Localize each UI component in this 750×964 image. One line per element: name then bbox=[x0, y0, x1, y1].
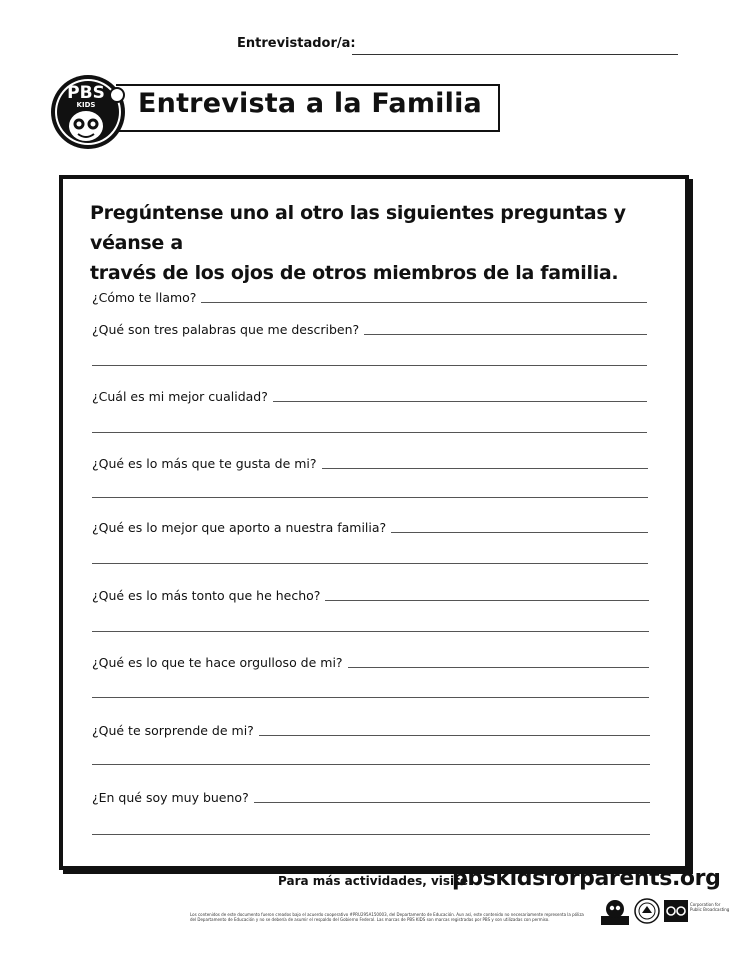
question-text: ¿Qué es lo mejor que aporto a nuestra familia? bbox=[92, 520, 387, 535]
logo-brand-bottom: KIDS bbox=[76, 101, 96, 109]
question-row[interactable] bbox=[92, 516, 648, 536]
answer-line[interactable] bbox=[92, 834, 650, 835]
cpb-label: Corporation for Public Broadcasting bbox=[690, 902, 730, 912]
answer-line[interactable] bbox=[92, 365, 647, 366]
answer-line[interactable] bbox=[348, 667, 649, 668]
question-row[interactable] bbox=[92, 651, 649, 671]
question-text: ¿Cuál es mi mejor cualidad? bbox=[92, 389, 268, 404]
question-text: ¿Qué son tres palabras que me describen? bbox=[92, 322, 360, 337]
panel-heading-line1: Pregúntense uno al otro las siguientes preguntas y véanse a bbox=[90, 202, 626, 254]
answer-line[interactable] bbox=[364, 334, 647, 335]
cpb-logo bbox=[664, 900, 688, 922]
answer-line[interactable] bbox=[201, 302, 647, 303]
interviewer-label: Entrevistador/a: bbox=[237, 36, 356, 51]
answer-line[interactable] bbox=[92, 631, 649, 632]
question-row[interactable] bbox=[92, 719, 650, 739]
fine-print: Los contenidos de este documento fueron creados bajo el acuerdo cooperativo #PRU295A150003, del Departamento de Educación. Aun así, este contenido no necesariamente representa la póliza del Departamento de Educación y no se debería de asumir el respaldo del Gobierno Federal. Las marcas de PBS KIDS son marcas registradas por PBS y son utilizadas con permiso. bbox=[190, 912, 584, 922]
dept-education-seal-icon bbox=[634, 898, 660, 924]
question-text: ¿Cómo te llamo? bbox=[92, 290, 197, 305]
answer-line[interactable] bbox=[254, 802, 650, 803]
question-text: ¿Qué es lo más que te gusta de mi? bbox=[92, 456, 317, 471]
footer-url-link[interactable]: pbskidsforparents.org bbox=[452, 866, 721, 891]
question-row[interactable] bbox=[92, 286, 647, 306]
panel-heading bbox=[90, 198, 680, 288]
question-text: ¿Qué es lo más tonto que he hecho? bbox=[92, 588, 321, 603]
answer-line[interactable] bbox=[391, 532, 648, 533]
answer-line[interactable] bbox=[325, 600, 649, 601]
question-row[interactable] bbox=[92, 318, 647, 338]
question-text: ¿En qué soy muy bueno? bbox=[92, 790, 249, 805]
question-row[interactable] bbox=[92, 584, 649, 604]
logo-brand-top: PBS bbox=[67, 83, 105, 103]
question-row[interactable] bbox=[92, 452, 648, 472]
answer-line[interactable] bbox=[92, 497, 648, 498]
ready-to-learn-logo bbox=[600, 898, 630, 926]
panel-heading-line2: través de los ojos de otros miembros de la familia. bbox=[90, 262, 619, 284]
footer-more-activities: Para más actividades, visite bbox=[278, 874, 469, 888]
answer-line[interactable] bbox=[92, 697, 649, 698]
question-text: ¿Qué te sorprende de mi? bbox=[92, 723, 254, 738]
question-text: ¿Qué es lo que te hace orgulloso de mi? bbox=[92, 655, 343, 670]
answer-line[interactable] bbox=[273, 401, 647, 402]
question-row[interactable] bbox=[92, 385, 647, 405]
answer-line[interactable] bbox=[92, 563, 648, 564]
answer-line[interactable] bbox=[92, 764, 650, 765]
pbs-kids-logo bbox=[48, 72, 128, 152]
question-row[interactable] bbox=[92, 786, 650, 806]
interviewer-field[interactable] bbox=[352, 54, 678, 55]
page-title: Entrevista a la Familia bbox=[138, 88, 482, 119]
answer-line[interactable] bbox=[322, 468, 648, 469]
answer-line[interactable] bbox=[259, 735, 650, 736]
answer-line[interactable] bbox=[92, 432, 647, 433]
